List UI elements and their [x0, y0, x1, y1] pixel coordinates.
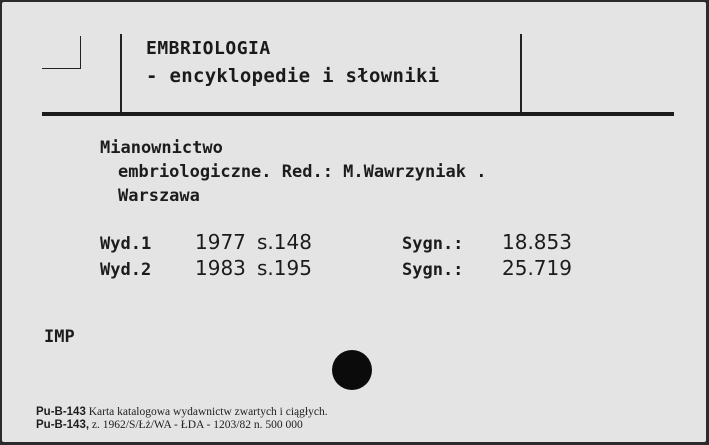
edition-label: Wyd.2: [100, 260, 152, 280]
footer-line-1: [36, 406, 328, 419]
signature-label: Sygn.:: [402, 234, 464, 254]
edition-row: [100, 256, 312, 280]
card-footer: [36, 406, 328, 432]
vertical-rule-right: [520, 34, 522, 114]
corner-mark: [42, 36, 81, 69]
footer-code: Pu-B-143,: [36, 419, 90, 431]
footer-text: z. 1962/S/Łż/WA - ŁDA - 1203/82 n. 500 000: [91, 419, 303, 431]
punch-hole: [332, 350, 372, 390]
entry-place: Warszawa: [118, 186, 200, 206]
signature-value: 25.719: [502, 256, 572, 280]
signature-label: Sygn.:: [402, 260, 464, 280]
entry-editor: embriologiczne. Red.: M.Wawrzyniak .: [118, 162, 487, 182]
edition-row: [100, 230, 312, 254]
footer-code: Pu-B-143: [36, 406, 86, 418]
edition-year: 1977: [195, 230, 246, 254]
footer-line-2: [36, 419, 328, 432]
edition-pages: s.195: [257, 256, 312, 280]
card-heading: [146, 38, 439, 87]
edition-label: Wyd.1: [100, 234, 152, 254]
edition-year: 1983: [195, 256, 246, 280]
entry-description: [100, 136, 486, 208]
subject-subtitle: - encyklopedie i słowniki: [146, 65, 440, 87]
signature-row: [402, 256, 572, 280]
institution-code: IMP: [44, 327, 75, 347]
signature-row: [402, 230, 572, 254]
horizontal-rule: [42, 112, 674, 116]
entry-title: Mianownictwo: [100, 138, 223, 158]
edition-pages: s.148: [257, 230, 312, 254]
vertical-rule-left: [120, 34, 122, 114]
catalog-card: [2, 2, 706, 442]
signature-value: 18.853: [502, 230, 572, 254]
subject-title: EMBRIOLOGIA: [146, 38, 271, 59]
footer-text: Karta katalogowa wydawnictw zwartych i ciągłych.: [88, 406, 328, 418]
